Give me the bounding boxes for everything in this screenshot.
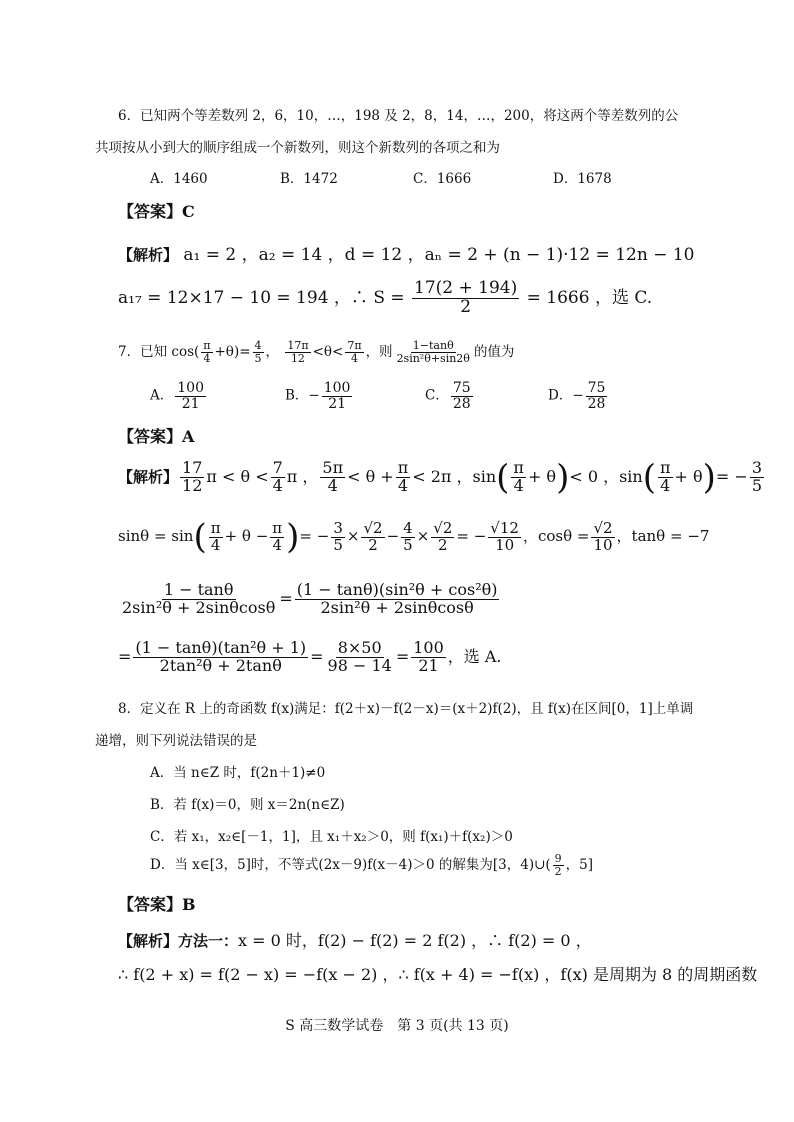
denominator: 10 <box>593 535 613 554</box>
numerator: π <box>272 518 283 537</box>
q7-analysis-line2: sinθ = sin( $\frac{\pi}{4}$ + θ − $\frac{\pi}{4}$ )= − $\frac{3}{5}$ × $\frac{√2}{2}$ − $\frac{4}{5}$ × $\frac{√2}{2}$ = − $\frac{√12}{10}$ ，cosθ = $\frac{√2}{10}$ ，tanθ = −7 <box>118 517 710 557</box>
denominator: 4 <box>203 352 211 365</box>
analysis-text: = 1666 ，选 C. <box>526 287 653 308</box>
q6-option-a: A．1460 <box>150 171 208 187</box>
numerator: π <box>203 339 211 353</box>
denominator: 4 <box>350 352 358 365</box>
numerator: 1 − tanθ <box>163 580 234 599</box>
q6-analysis-line2 <box>118 280 652 317</box>
math-text: π ， <box>286 466 319 486</box>
denominator: 2sin²θ + 2sinθcosθ <box>320 597 474 617</box>
analysis-label: 【解析】 <box>118 467 179 486</box>
numerator: 7π <box>347 339 362 353</box>
fraction <box>320 460 345 495</box>
stem-text: +θ)= <box>214 344 251 360</box>
fraction <box>553 853 564 877</box>
numerator: 4 <box>254 339 262 353</box>
fraction <box>253 340 264 364</box>
numerator: 3 <box>333 518 343 537</box>
method-label: 方法一： <box>178 932 239 950</box>
numerator: √12 <box>490 518 519 537</box>
denominator: 5 <box>333 535 343 554</box>
numerator: π <box>660 458 671 477</box>
denominator: 2 <box>438 535 448 554</box>
denominator: 5 <box>254 352 262 365</box>
denominator: 21 <box>181 395 200 412</box>
page-footer: S 高三数学试卷 第 3 页(共 13 页) <box>285 1018 509 1034</box>
math-text: = <box>310 646 324 666</box>
fraction <box>345 340 363 364</box>
fraction <box>271 460 285 495</box>
fraction <box>270 518 284 554</box>
fraction <box>396 460 411 495</box>
stem-text: 7．已知 cos( <box>118 344 200 360</box>
denominator: 4 <box>327 475 338 495</box>
fraction <box>431 518 454 554</box>
denominator: 12 <box>182 475 203 495</box>
analysis-label: 【解析】 <box>118 932 179 950</box>
fraction <box>285 340 310 364</box>
numerator: (1 − tanθ)(tan²θ + 1) <box>135 638 307 657</box>
math-text: = − <box>456 527 487 545</box>
math-text: π < θ < <box>206 466 269 486</box>
fraction <box>395 340 472 364</box>
math-text: = <box>395 646 410 666</box>
denominator: 28 <box>452 395 471 412</box>
analysis-text: a₁₇ = 12×17 − 10 = 194 ，∴ S = <box>118 287 405 308</box>
fraction <box>180 460 204 495</box>
fraction <box>361 518 384 554</box>
answer-label: 【答案】 <box>118 202 183 221</box>
math-text: + θ <box>527 466 557 486</box>
numerator: 7 <box>272 458 283 477</box>
math-text: + θ <box>674 466 703 486</box>
denominator: 12 <box>290 352 305 365</box>
denominator: 5 <box>751 475 762 495</box>
option-text: ，5] <box>565 857 594 873</box>
denominator: 5 <box>403 535 413 554</box>
fraction <box>451 381 473 411</box>
denominator: 2tan²θ + 2tanθ <box>159 655 282 675</box>
math-text: = − <box>715 466 748 486</box>
numerator: √2 <box>433 518 453 537</box>
math-text: < 2π ，sin <box>412 466 497 486</box>
math-text: ，tanθ = −7 <box>616 527 710 545</box>
fraction <box>331 518 345 554</box>
denominator: 4 <box>272 475 283 495</box>
denominator: 4 <box>397 475 409 495</box>
q7-analysis-line1: 【解析】 $\frac{17}{12}$ π < θ < $\frac{7}{4}$ π ， $\frac{5\pi}{4}$ < θ + $\frac{\pi}{4}$ < 2π ，sin( $\frac{\pi}{4}$ + θ)< 0 ，sin( $\frac{\pi}{4}$ + θ)= − $\frac{3}{5}$ <box>118 457 762 498</box>
numerator: 9 <box>554 852 562 866</box>
option-text: D．当 x∈[3，5]时，不等式(2x－9)f(x－4)＞0 的解集为[3，4)∪( <box>150 857 551 873</box>
option-sign: − <box>572 387 584 404</box>
math-text: × <box>416 527 430 545</box>
q6-answer <box>118 199 195 222</box>
math-text: sinθ = sin <box>118 527 194 545</box>
denominator: 4 <box>660 475 671 495</box>
numerator: 5π <box>322 458 344 477</box>
fraction <box>201 340 212 364</box>
q8-option-d <box>150 853 593 878</box>
denominator: 4 <box>210 535 221 554</box>
fraction <box>175 381 206 411</box>
numerator: 17(2 + 194) <box>414 278 518 298</box>
q7-answer <box>118 424 194 447</box>
q6-analysis-line1 <box>118 240 695 265</box>
q8-answer <box>118 892 196 915</box>
q7-option-d <box>548 381 609 411</box>
fraction <box>586 381 608 411</box>
q7-stem: 7．已知 cos( $\frac{\pi}{4}$ +θ)= $\frac{4}{5}$ ， $\frac{17\pi}{12}$ <θ< $\frac{7\pi}{4}$ ，则 $\frac{1-\tan\theta}{\text{2sin²θ+sin2θ}}$ 的值为 <box>118 339 515 365</box>
fraction <box>511 460 526 495</box>
fraction <box>322 381 353 411</box>
denominator: 21 <box>328 395 347 412</box>
fraction <box>326 640 394 675</box>
q6-option-d: D．1678 <box>553 171 612 187</box>
fraction <box>295 582 500 617</box>
numerator: 75 <box>587 380 606 396</box>
numerator: √2 <box>593 518 613 537</box>
denominator: 2 <box>460 296 472 317</box>
math-text: = − <box>299 527 330 545</box>
option-sign: − <box>308 387 320 404</box>
numerator: 4 <box>403 518 413 537</box>
math-text: × <box>346 527 360 545</box>
fraction <box>133 640 308 675</box>
math-text: < 0 ，sin <box>569 466 643 486</box>
q7-option-a <box>150 381 208 411</box>
math-text: < θ + <box>347 466 394 486</box>
denominator: 98 − 14 <box>327 655 392 675</box>
math-text: − <box>386 527 400 545</box>
denominator: 10 <box>495 535 515 554</box>
math-text: ，cosθ = <box>522 527 590 545</box>
denominator: 4 <box>272 535 282 554</box>
numerator: √2 <box>363 518 383 537</box>
denominator: 28 <box>587 395 606 412</box>
numerator: 100 <box>413 638 444 657</box>
numerator: 17 <box>182 458 203 477</box>
q6-stem-line2: 共项按从小到大的顺序组成一个新数列，则这个新数列的各项之和为 <box>95 140 500 156</box>
math-text: ，选 A. <box>447 646 502 666</box>
fraction <box>488 518 521 554</box>
numerator: 1−tanθ <box>412 339 454 353</box>
fraction <box>658 460 673 495</box>
numerator: 3 <box>751 458 762 477</box>
q8-option-a: A．当 n∈Z 时，f(2n＋1)≠0 <box>150 765 326 781</box>
answer-value: B <box>182 895 196 914</box>
fraction <box>750 460 764 495</box>
fraction <box>120 582 277 617</box>
fraction <box>209 518 223 554</box>
denominator: 4 <box>513 475 524 495</box>
stem-text: <θ< <box>312 344 344 360</box>
q7-option-c <box>425 381 475 411</box>
analysis-text: a₁ = 2 ，a₂ = 14 ，d = 12 ，aₙ = 2 + (n − 1)·12 = 12n − 10 <box>183 245 695 265</box>
answer-value: C <box>182 202 195 221</box>
analysis-label: 【解析】 <box>118 246 179 264</box>
q7-analysis-line3 <box>118 582 501 617</box>
answer-value: A <box>182 427 195 446</box>
fraction <box>591 518 614 554</box>
q8-option-b: B．若 f(x)＝0，则 x＝2n(n∈Z) <box>150 797 345 813</box>
option-letter: D． <box>548 387 573 404</box>
q8-stem-line2: 递增，则下列说法错误的是 <box>95 733 257 749</box>
numerator: π <box>210 518 221 537</box>
answer-label: 【答案】 <box>118 427 183 446</box>
q8-analysis-line1 <box>118 928 592 951</box>
denominator: 21 <box>418 655 439 675</box>
q6-stem-line1: 6．已知两个等差数列 2，6，10，…，198 及 2，8，14，…，200，将这两个等差数列的公 <box>118 108 679 124</box>
q6-option-b: B．1472 <box>280 171 338 187</box>
numerator: (1 − tanθ)(sin²θ + cos²θ) <box>296 580 498 599</box>
denominator: 2 <box>368 535 378 554</box>
numerator: π <box>513 458 524 477</box>
fraction <box>411 640 446 675</box>
numerator: π <box>397 458 409 477</box>
numerator: 75 <box>452 380 471 396</box>
option-letter: C． <box>425 387 449 404</box>
stem-text: 的值为 <box>473 344 515 360</box>
q6-option-c: C．1666 <box>413 171 472 187</box>
q8-analysis-line2: ∴ f(2 + x) = f(2 − x) = −f(x − 2) ，∴ f(x + 4) = −f(x) ，f(x) 是周期为 8 的周期函数 <box>118 965 758 984</box>
numerator: 100 <box>177 380 204 396</box>
q8-option-c: C．若 x₁，x₂∈[－1，1]，且 x₁＋x₂＞0，则 f(x₁)＋f(x₂)＞0 <box>150 829 513 845</box>
math-text: = <box>118 646 132 666</box>
math-text: = <box>279 588 293 608</box>
analysis-text: x = 0 时，f(2) − f(2) = 2 f(2) ，∴ f(2) = 0 ， <box>238 931 592 950</box>
q7-option-b <box>285 381 354 411</box>
numerator: 8×50 <box>337 638 382 657</box>
numerator: 17π <box>287 339 309 353</box>
q8-stem-line1: 8．定义在 R 上的奇函数 f(x)满足：f(2＋x)－f(2－x)＝(x＋2)f(2)，且 f(x)在区间[0，1]上单调 <box>118 701 694 717</box>
denominator: 2sin²θ+sin2θ <box>396 352 470 365</box>
q7-analysis-line4 <box>118 640 502 675</box>
stem-text: ，则 <box>365 344 393 360</box>
fraction <box>401 518 415 554</box>
option-letter: B． <box>285 387 309 404</box>
numerator: 100 <box>323 380 351 396</box>
answer-label: 【答案】 <box>118 895 183 914</box>
option-letter: A． <box>150 387 174 404</box>
math-text: + θ − <box>224 527 269 545</box>
denominator: 2sin²θ + 2sinθcosθ <box>122 597 276 617</box>
denominator: 2 <box>554 865 562 878</box>
fraction <box>412 280 519 317</box>
